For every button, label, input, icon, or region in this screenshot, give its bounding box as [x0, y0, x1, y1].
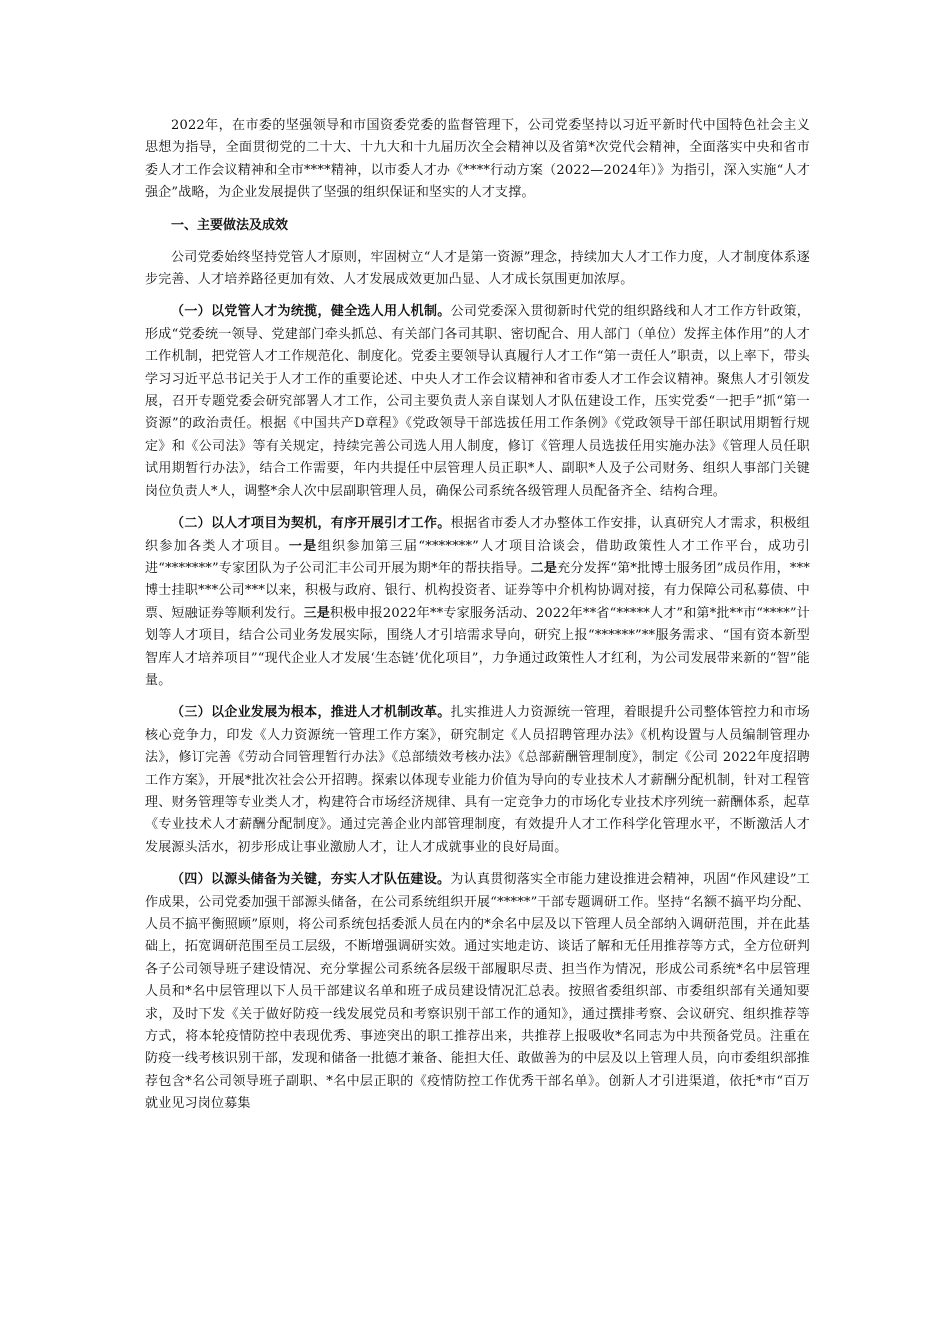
- item-2-point-1-label: 一是: [288, 538, 318, 554]
- item-2-paragraph: [145, 513, 810, 692]
- item-3-paragraph: [145, 702, 810, 859]
- item-4-paragraph: [145, 869, 810, 1115]
- item-2-text-3: 充分发挥“第*批博士服务团”成员作用，***博士挂职***公司***以来，积极与政府、银行、机构投资者、证券等中介机构协调对接，有力保障公司私募债、中票、短融证券等顺利发行。: [145, 560, 810, 621]
- section-heading-main-measures: 一、主要做法及成效: [171, 217, 289, 233]
- item-2-text-1: 根据省市委人才办整体工作安排，认真研究人才需求，积极组织参加各类人才项目。: [145, 516, 810, 554]
- section-summary-paragraph: 公司党委始终坚持党管人才原则，牢固树立“人才是第一资源”理念，持续加大人才工作力度，人才制度体系逐步完善、人才培养路径更加有效、人才发展成效更加凸显、人才成长氛围更加浓厚。: [145, 249, 810, 288]
- item-1-lead: （一）以党管人才为统揽，健全选人用人机制。: [171, 304, 451, 320]
- item-2-point-2-label: 二是: [530, 560, 558, 576]
- item-4-lead: （四）以源头储备为关键，夯实人才队伍建设。: [171, 872, 451, 888]
- item-2-lead: （二）以人才项目为契机，有序开展引才工作。: [171, 516, 451, 532]
- item-3-lead: （三）以企业发展为根本，推进人才机制改革。: [171, 705, 451, 721]
- item-2-point-3-label: 三是: [303, 605, 331, 621]
- item-2-text-4: 积极申报2022年**专家服务活动、2022年**省“*****人才”和第*批**市“****”计划等人才项目，结合公司业务发展实际，围绕人才引培需求导向，研究上报“******”**服务需求、“国有资本新型智库人才培养项目”“现代企业人才发展‘生态链’优化项目”，力争通过政策性人才红利，为公司发展带来新的“智”能量。: [145, 605, 810, 688]
- item-2-text-2: 组织参加第三届“*******”人才项目洽谈会，借助政策性人才工作平台，成功引进“*******”专家团队为子公司汇丰公司开展为期*年的帮扶指导。: [145, 538, 810, 576]
- item-4-body: 为认真贯彻落实全市能力建设推进会精神，巩固“作风建设”工作成果，公司党委加强干部源头储备，在公司系统组织开展“*****”干部专题调研工作。坚持“名额不搞平均分配、人员不搞平衡照顾”原则，将公司系统包括委派人员在内的*余名中层及以下管理人员全部纳入调研范围，并在此基础上，拓宽调研范围至员工层级，不断增强调研实效。通过实地走访、谈话了解和无任用推荐等方式，全方位研判各子公司领导班子建设情况、充分掌握公司系统各层级干部履职尽责、担当作为情况，形成公司系统*名中层管理人员和*名中层管理以下人员干部建议名单和班子成员建设情况汇总表。按照省委组织部、市委组织部有关通知要求，及时下发《关于做好防疫一线发展党员和考察识别干部工作的通知》，通过撰排考察、会议研究、组织推荐等方式，将本轮疫情防控中表现优秀、事迹突出的职工推荐出来，共推荐上报吸收*名同志为中共预备党员。注重在防疫一线考核识别干部，发现和储备一批德才兼备、能担大任、敢做善为的中层及以上管理人员，向市委组织部推荐包含*名公司领导班子副职、*名中层正职的《疫情防控工作优秀干部名单》。创新人才引进渠道，依托*市“百万就业见习岗位募集: [145, 872, 810, 1112]
- item-3-body: 扎实推进人力资源统一管理，着眼提升公司整体管控力和市场核心竞争力，印发《人力资源统一管理工作方案》，研究制定《人员招聘管理办法》《机构设置与人员编制管理办法》，修订完善《劳动合同管理暂行办法》《总部绩效考核办法》《总部薪酬管理制度》，制定《公司 2022年度招聘工作方案》，开展*批次社会公开招聘。探索以体现专业能力价值为导向的专业技术人才薪酬分配机制，针对工程管理、财务管理等专业类人才，构建符合市场经济规律、具有一定竞争力的市场化专业技术序列统一薪酬体系，起草《专业技术人才薪酬分配制度》。通过完善企业内部管理制度，有效提升人才工作科学化管理水平，不断激活人才发展源头活水，初步形成让事业激励人才，让人才成就事业的良好局面。: [145, 705, 810, 855]
- item-1-paragraph: [145, 301, 810, 503]
- item-1-body: 公司党委深入贯彻新时代党的组织路线和人才工作方针政策，形成“党委统一领导、党建部门牵头抓总、有关部门各司其职、密切配合、用人部门（单位）发挥主体作用”的人才工作机制，把党管人才工作规范化、制度化。党委主要领导认真履行人才工作“第一责任人”职责，以上率下，带头学习习近平总书记关于人才工作的重要论述、中央人才工作会议精神和省市委人才工作会议精神。聚焦人才引领发展，召开专题党委会研究部署人才工作，公司主要负责人亲自谋划人才队伍建设工作，压实党委“一把手”抓“第一资源”的政治责任。根据《中国共产D章程》《党政领导干部选拔任用工作条例》《党政领导干部任职试用期暂行规定》和《公司法》等有关规定，持续完善公司选人用人制度，修订《管理人员选拔任用实施办法》《管理人员任职试用期暂行办法》，结合工作需要，年内共提任中层管理人员正职*人、副职*人及子公司财务、组织人事部门关键岗位负责人*人，调整*余人次中层副职管理人员，确保公司系统各级管理人员配备齐全、结构合理。: [145, 304, 810, 499]
- intro-paragraph: 2022年，在市委的坚强领导和市国资委党委的监督管理下，公司党委坚持以习近平新时代中国特色社会主义思想为指导，全面贯彻党的二十大、十九大和十九届历次全会精神以及省第*次党代会精神，全面落实中央和省市委人才工作会议精神和全市****精神，以市委人才办《****行动方案（2022—2024年）》为指引，深入实施“人才强企”战略，为企业发展提供了坚强的组织保证和坚实的人才支撑。: [145, 118, 810, 201]
